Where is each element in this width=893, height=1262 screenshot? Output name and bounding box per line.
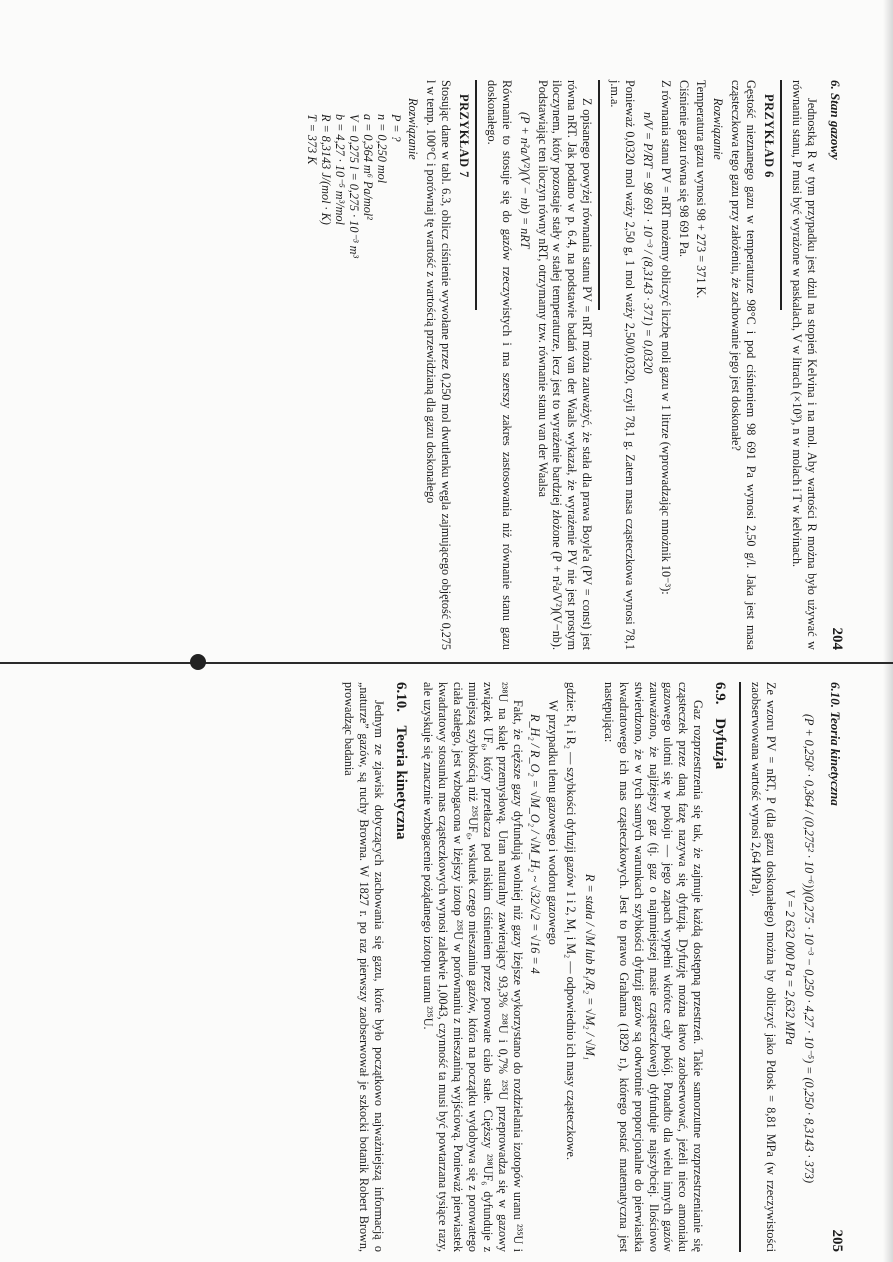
- example-6-title: PRZYKŁAD 6: [762, 94, 777, 178]
- graham-equation: R = stała / √M lub R₁/R₂ = √M₂ / √M₁: [583, 873, 598, 1061]
- example-7-text: Stosując dane w tabl. 6.3, oblicz ciśnienie wywołane przez 0,250 mol dwutlenku węgla zajmującego objętość 0,275 l w temp. 100°C i porównaj tę wartość z wartością przewidzianą dla gazu doskonałego: [424, 80, 453, 650]
- isotope-paragraph: Fakt, że cięższe gazy dyfundują wolniej niż gazy lżejsze wykorzystano do rozdzielania izotopów uranu ²³⁵U i ²³⁸U na skalę przemysłową. Uran naturalny zawierający 93,3% ²³⁸U i 0,7% ²³⁵U przeprowadza się w gazowy związek UF₆, który przetłacza pod niskim ciśnieniem przez porowate ciało stałe. Cięższy ²³⁸UF₆ dyfunduje z mniejszą szybkością niż ²³⁵UF₆, wskutek czego mieszanina gazów, która na początku wydobywa się z porowatego ciała stałego, jest wzbogacona w lżejszy izotop ²³⁵U w porównaniu z mieszaniną wyjściową. Ponieważ pierwiastek kwadratowy stosunku mas cząsteczkowych wynosi zaledwie 1,0043, czynność ta musi być powtarzana tysiące razy, ale uzyskuje się znacznie wzbogacenie pożądanego izotopu uranu ²³⁵U.: [421, 682, 525, 1252]
- section-number: 6.10.: [393, 682, 410, 712]
- example-7-title: PRZYKŁAD 7: [457, 94, 472, 178]
- solution-6-line-1: Temperatura gazu wynosi 98 + 273 = 371 K.: [694, 80, 709, 299]
- kinetic-theory-paragraph: Jednym ze zjawisk dotyczących zachowania się gazu, które było początkowo najważniejszą informacją o „naturze” gazów, są ruchy Browna. W 1827 r. po raz pierwszy zaobserwował je szkocki botanik Robert Brown, prowadząc badania: [342, 682, 387, 1252]
- solution-6-equation: n/V = P/RT = 98 691 · 10⁻³ / (8,3143 · 371) = 0,0320: [640, 112, 655, 374]
- page-body: [339, 682, 819, 1252]
- graham-note: gdzie: R₁ i R₂ — szybkości dyfuzji gazów 1 i 2, M₁ i M₂ — odpowiednio ich masy cząsteczkowe.: [564, 682, 579, 1160]
- running-head: 6. Stan gazowy: [828, 80, 843, 160]
- hydrogen-oxygen-equation: R_H₂ / R_O₂ = √M_O₂ / √M_H₂ ~ √32/√2 = √16 = 4: [528, 714, 543, 974]
- solution-label: Rozwiązanie: [711, 98, 726, 160]
- variable-line: P = ?: [389, 114, 404, 142]
- page-body: [304, 80, 819, 650]
- solution-6-line-3: Z równania stanu PV = nRT możemy obliczyć liczbę moli gazu w 1 litrze (wprowadzając mnożnik 10⁻³):: [658, 80, 673, 595]
- intro-paragraph: Jednostką R w tym przypadku jest dżul na stopień Kelvina i na mol. Aby wartości R można było używać w równaniu stanu, P musi być wyrażone w paskalach, V w litrach (×10³), n w molach i T w kelvinach.: [790, 80, 819, 650]
- section-6-9-heading: [711, 682, 729, 1252]
- page-205: [163, 682, 845, 1252]
- diffusion-paragraph: Gaz rozprzestrzenia się tak, że zajmuje każdą dostępną przestrzeń. Takie samorzutne rozprzestrzenianie się cząsteczek przez daną fazę nazywa się dyfuzją. Dyfuzję można łatwo zaobserwować, jeżeli nieco amoniaku gazowego ulotni się w pokoju — jego zapach wypełni wkrótce cały pokój. Ponadto dla wielu innych gazów zauważono, że najlżejszy gaz (tj. gaz o najmniejszej masie cząsteczkowej) dyfunduje najszybciej. Ilościowo stwierdzono, że w tych samych warunkach szybkości dyfuzji gazów są odwrotnie proporcjonalne do pierwiastka kwadratowego ich mas cząsteczkowych. Jest to prawo Grahama (1829 r.), którego postać matematyczna jest następująca:: [601, 682, 706, 1252]
- section-number: 6.9.: [712, 682, 729, 705]
- variable-line: V = 0,275 l = 0,275 · 10⁻³ m³: [346, 114, 361, 259]
- example-rule: [780, 80, 782, 310]
- solution-6-line-2: Ciśnienie gazu równa się 98 691 Pa.: [676, 80, 691, 258]
- variable-line: T = 373 K: [304, 114, 319, 165]
- page-header: [825, 80, 845, 650]
- page-number: 204: [829, 627, 845, 650]
- page-number: 205: [829, 1229, 845, 1252]
- van-der-waals-equation: (P + n²a/V²)(V − nb) = nRT: [517, 112, 532, 249]
- solution-7-variables: [304, 114, 403, 650]
- solution-6-conclusion: Ponieważ 0,0320 mol waży 2,50 g, 1 mol waży 2,50/0,0320, czyli 78,1 g. Zatem masa cząsteczkowa wynosi 78,1 j.m.a.: [608, 80, 637, 650]
- variable-line: b = 4,27 · 10⁻⁵ m³/mol: [332, 114, 347, 225]
- example-6-text: Gęstość nieznanego gazu w temperaturze 98°C i pod ciśnieniem 98 691 Pa wynosi 2,50 g/l. Jaka jest masa cząsteczkowa tego gazu przy założeniu, że zachowanie jego jest doskonałe?: [729, 80, 759, 650]
- continued-result: V = 2 632 000 Pa = 2,632 MPa: [783, 889, 798, 1045]
- continued-equation: (P + 0,250² · 0,364 / (0,275² · 10⁻⁶))(0,275 · 10⁻³ − 0,250 · 4,27 · 10⁻⁵) = (0,250 · 8,3143 · 373): [802, 714, 816, 1184]
- scan-edge-shadow: [883, 0, 893, 1262]
- variable-line: n = 0,250 mol: [375, 114, 390, 184]
- van-der-waals-paragraph: Z opisanego powyżej równania stanu PV = nRT można zauważyć, że stała dla prawa Boyle'a (PV = const) jest równa nRT. Jak podano w p. 6.4, na podstawie badań van der Waals wykazał, że wyrażenie PV nie jest prostym iloczynem, który pozostaje stały w stałej temperaturze, lecz jest to wyrażenie bardziej złożone (P + n²a/V²)(V−nb). Podstawiając ten iloczyn równy nRT, otrzymamy tzw. równanie stanu van der Waalsa: [535, 80, 595, 650]
- continued-paragraph: Ze wzoru PV = nRT, P (dla gazu doskonałego) można by obliczyć jako Pdosk = 8,81 MPa (w rzeczywistości zaobserwowana wartość wynosi 2,64 MPa).: [749, 682, 779, 1252]
- spine-mark: [190, 654, 206, 670]
- example-intro: W przypadku tlenu gazowego i wodoru gazowego: [546, 700, 561, 945]
- solution-label: Rozwiązanie: [406, 98, 421, 160]
- section-title: Teoria kinetyczna: [393, 725, 410, 840]
- example-rule: [475, 80, 477, 310]
- running-head: 6.10. Teoria kinetyczna: [828, 682, 843, 806]
- section-title: Dyfuzja: [712, 718, 729, 770]
- section-6-10-heading: [392, 682, 410, 1252]
- variable-line: R = 8,3143 J/(mol · K): [318, 114, 333, 225]
- page-204: [163, 80, 845, 650]
- variable-line: a = 0,364 m⁶ Pa/mol²: [361, 114, 376, 220]
- section-rule: [598, 80, 600, 310]
- page-header: [825, 682, 845, 1252]
- section-rule: [740, 682, 742, 1252]
- book-spine-line: [0, 662, 893, 664]
- van-der-waals-note: Równanie to stosuje się do gazów rzeczywistych i ma szerszy zakres zastosowania niż równanie stanu gazu doskonałego.: [485, 80, 514, 650]
